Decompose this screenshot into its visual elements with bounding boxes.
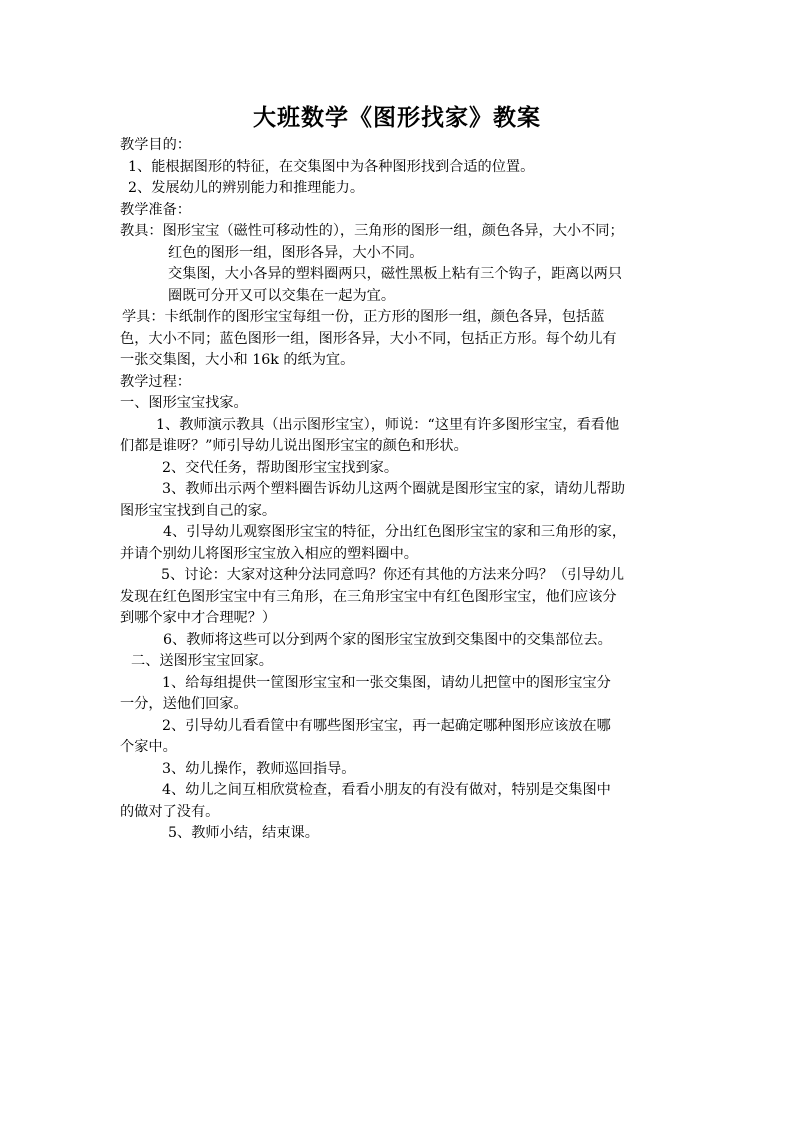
text-line: 图形宝宝找到自己的家。: [120, 503, 277, 519]
text-line: 红色的图形一组，图形各异，大小不同。: [168, 245, 424, 261]
text-line: 2、发展幼儿的辨别能力和推理能力。: [128, 180, 365, 196]
text-line: 一张交集图，大小和 16k 的纸为宜。: [120, 352, 355, 368]
text-line: 2、引导幼儿看看筐中有哪些图形宝宝，再一起确定哪种图形应该放在哪: [162, 718, 611, 734]
text-line: 学具：卡纸制作的图形宝宝每组一份，正方形的图形一组，颜色各异，包括蓝: [122, 309, 605, 325]
text-line: 们都是谁呀？”师引导幼儿说出图形宝宝的颜色和形状。: [120, 438, 468, 454]
text-line: 5、讨论：大家对这种分法同意吗？你还有其他的方法来分吗？（引导幼儿: [161, 567, 625, 583]
text-line: 个家中。: [120, 739, 177, 755]
text-line: 1、给每组提供一筐图形宝宝和一张交集图，请幼儿把筐中的图形宝宝分: [162, 675, 611, 691]
text-line: 并请个别幼儿将图形宝宝放入相应的塑料圈中。: [120, 546, 418, 562]
section-heading-process: 教学过程：: [120, 374, 191, 390]
section-heading-preparation: 教学准备：: [120, 202, 191, 218]
text-line: 2、交代任务，帮助图形宝宝找到家。: [162, 460, 399, 476]
text-line: 到哪个家中才合理呢？）: [120, 610, 277, 626]
text-line: 3、幼儿操作，教师巡回指导。: [162, 761, 356, 777]
text-line: 4、引导幼儿观察图形宝宝的特征，分出红色图形宝宝的家和三角形的家，: [163, 524, 627, 540]
text-line: 4、幼儿之间互相欣赏检查，看看小朋友的有没有做对，特别是交集图中: [162, 782, 611, 798]
text-line: 3、教师出示两个塑料圈告诉幼儿这两个圈就是图形宝宝的家，请幼儿帮助: [162, 481, 626, 497]
subsection-heading: 二、送图形宝宝回家。: [131, 653, 273, 669]
text-line: 5、教师小结，结束课。: [168, 825, 319, 841]
document-title: 大班数学《图形找家》教案: [253, 104, 541, 131]
text-line: 的做对了没有。: [120, 804, 220, 820]
text-line: 交集图，大小各异的塑料圈两只，磁性黑板上粘有三个钩子，距离以两只: [168, 266, 623, 282]
text-line: 一分，送他们回家。: [120, 696, 248, 712]
section-heading-objectives: 教学目的：: [120, 137, 191, 153]
text-line: 发现在红色图形宝宝中有三角形，在三角形宝宝中有红色图形宝宝，他们应该分: [120, 589, 617, 605]
text-line: 1、能根据图形的特征，在交集图中为各种图形找到合适的位置。: [128, 159, 535, 175]
text-line: 教具：图形宝宝（磁性可移动性的），三角形的图形一组，颜色各异，大小不同；: [120, 223, 624, 239]
subsection-heading: 一、图形宝宝找家。: [120, 395, 248, 411]
text-line: 圈既可分开又可以交集在一起为宜。: [168, 288, 396, 304]
text-line: 6、教师将这些可以分到两个家的图形宝宝放到交集图中的交集部位去。: [163, 632, 612, 648]
text-line: 1、教师演示教具（出示图形宝宝），师说：“这里有许多图形宝宝，看看他: [156, 417, 620, 433]
text-line: 色，大小不同；蓝色图形一组，图形各异，大小不同，包括正方形。每个幼儿有: [120, 331, 617, 347]
